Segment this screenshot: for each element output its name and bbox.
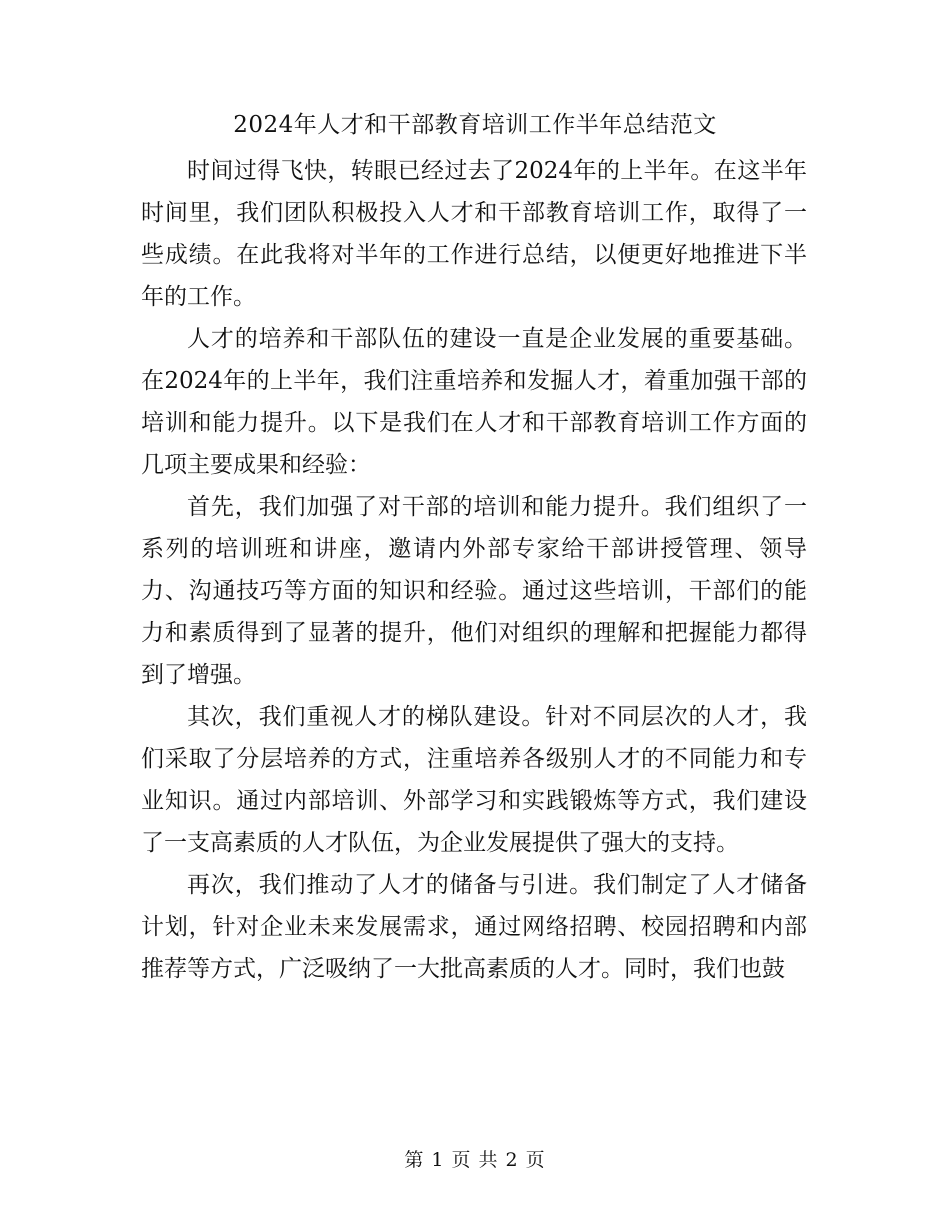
paragraph-1: 时间过得飞快，转眼已经过去了2024年的上半年。在这半年时间里，我们团队积极投入人才和干部教育培训工作，取得了一些成绩。在此我将对半年的工作进行总结，以便更好地推进下半年的工作。 bbox=[141, 158, 807, 310]
document-body bbox=[141, 150, 807, 990]
paragraph-3: 首先，我们加强了对干部的培训和能力提升。我们组织了一系列的培训班和讲座，邀请内外部专家给干部讲授管理、领导力、沟通技巧等方面的知识和经验。通过这些培训，干部们的能力和素质得到了显著的提升，他们对组织的理解和把握能力都得到了增强。 bbox=[141, 494, 807, 688]
paragraph-2: 人才的培养和干部队伍的建设一直是企业发展的重要基础。在2024年的上半年，我们注重培养和发掘人才，着重加强干部的培训和能力提升。以下是我们在人才和干部教育培训工作方面的几项主要成果和经验： bbox=[141, 326, 807, 478]
paragraph-5: 再次，我们推动了人才的储备与引进。我们制定了人才储备计划，针对企业未来发展需求，通过网络招聘、校园招聘和内部推荐等方式，广泛吸纳了一大批高素质的人才。同时，我们也鼓 bbox=[141, 872, 807, 982]
document-title: 2024年人才和干部教育培训工作半年总结范文 bbox=[233, 112, 717, 138]
paragraph-4: 其次，我们重视人才的梯队建设。针对不同层次的人才，我们采取了分层培养的方式，注重培养各级别人才的不同能力和专业知识。通过内部培训、外部学习和实践锻炼等方式，我们建设了一支高素质的人才队伍，为企业发展提供了强大的支持。 bbox=[141, 704, 807, 856]
page-number-footer: 第 1 页 共 2 页 bbox=[404, 1149, 546, 1171]
